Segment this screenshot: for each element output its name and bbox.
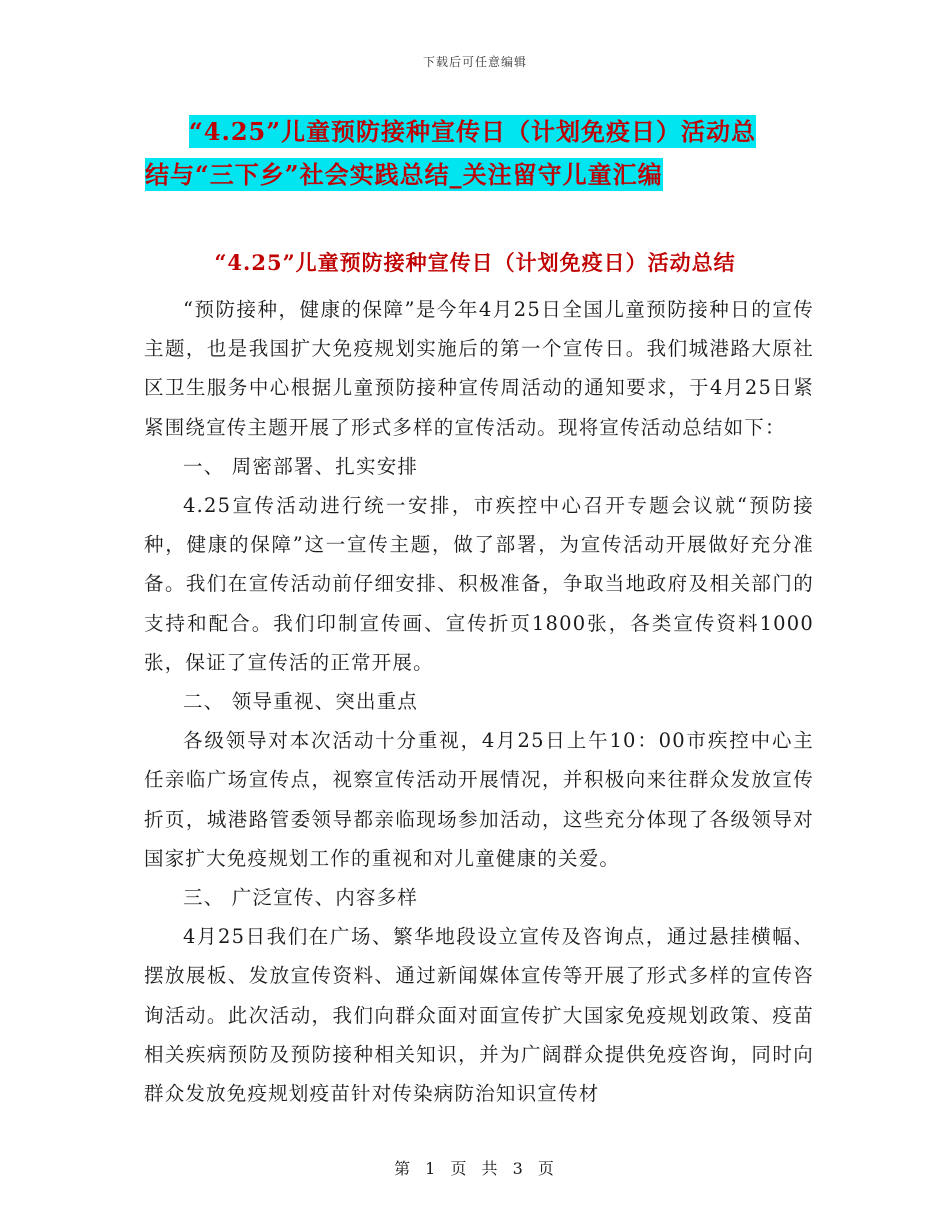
title-highlight-2: 结与“三下乡”社会实践总结_关注留守儿童汇编: [145, 160, 663, 189]
heading-3: 三、 广泛宣传、内容多样: [183, 886, 419, 910]
paragraph-intro: “预防接种，健康的保障”是今年4月25日全国儿童预防接种日的宣传主题，也是我国扩大免疫规划实施后的第一个宣传日。我们城港路大原社区卫生服务中心根据儿童预防接种宣传周活动的通知要求，于4月25日紧紧围绕宣传主题开展了形式多样的宣传活动。现将宣传活动总结如下：: [144, 298, 814, 439]
heading-1: 一、 周密部署、扎实安排: [183, 454, 419, 478]
document-title-line-2: [145, 153, 825, 196]
page-footer: 第 1 页 共 3 页: [394, 1159, 556, 1178]
paragraph-2: 各级领导对本次活动十分重视，4月25日上午10：00市疾控中心主任亲临广场宣传点，视察宣传活动开展情况，并积极向来往群众发放宣传折页，城港路管委领导都亲临现场参加活动，这些充分体现了各级领导对国家扩大免疫规划工作的重视和对儿童健康的关爱。: [144, 729, 814, 870]
paragraph-3: 4月25日我们在广场、繁华地段设立宣传及咨询点，通过悬挂横幅、摆放展板、发放宣传资料、通过新闻媒体宣传等开展了形式多样的宣传咨询活动。此次活动，我们向群众面对面宣传扩大国家免疫规划政策、疫苗相关疾病预防及预防接种相关知识，并为广阔群众提供免疫咨询，同时向群众发放免疫规划疫苗针对传染病防治知识宣传材: [144, 925, 814, 1106]
document-title: [145, 110, 825, 196]
heading-2: 二、 领导重视、突出重点: [183, 690, 419, 714]
document-body: [144, 290, 814, 1113]
title-highlight-1: “4.25”儿童预防接种宣传日（计划免疫日）活动总: [189, 117, 757, 146]
document-title-line-1: [145, 110, 825, 153]
page-header-note: 下载后可任意编辑: [422, 55, 527, 69]
section-title: “4.25”儿童预防接种宣传日（计划免疫日）活动总结: [214, 250, 736, 275]
paragraph-1: 4.25宣传活动进行统一安排，市疾控中心召开专题会议就“预防接种，健康的保障”这一宣传主题，做了部署，为宣传活动开展做好充分准备。我们在宣传活动前仔细安排、积极准备，争取当地政府及相关部门的支持和配合。我们印制宣传画、宣传折页1800张，各类宣传资料1000张，保证了宣传活的正常开展。: [144, 494, 814, 674]
